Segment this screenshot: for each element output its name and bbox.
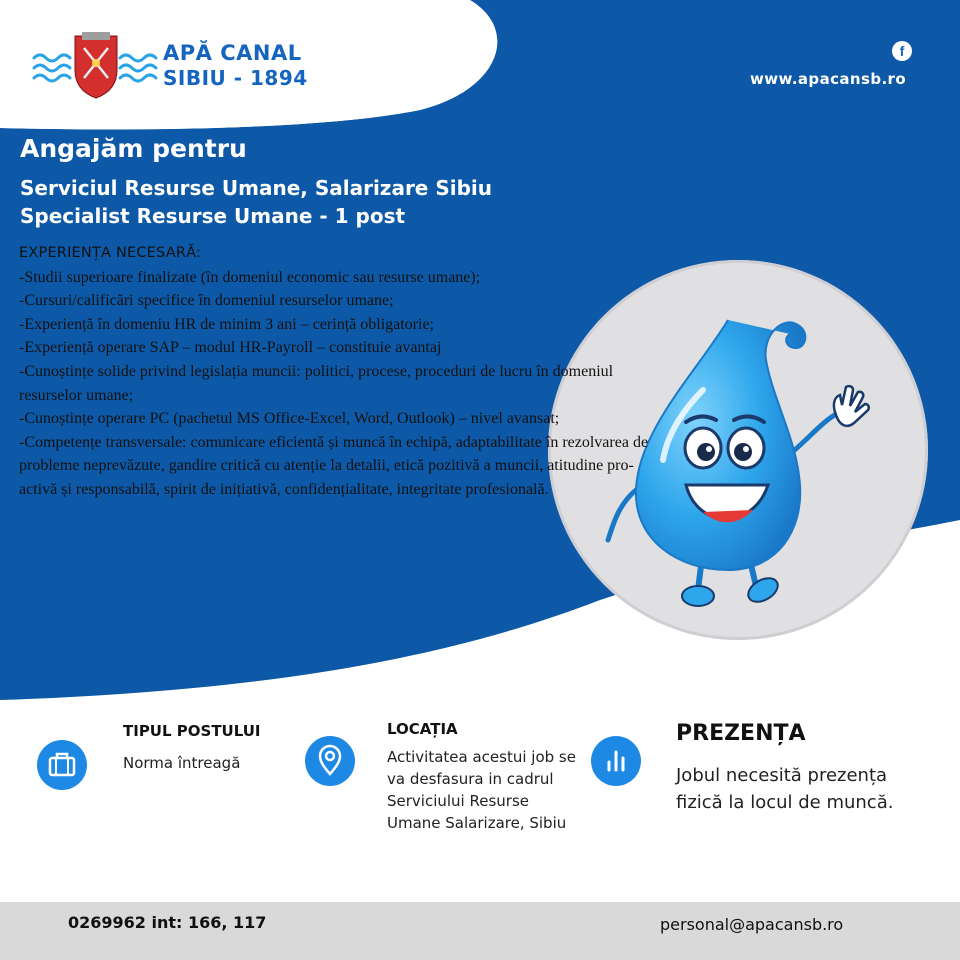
briefcase-icon — [37, 740, 87, 790]
requirement-item: -Cunoștințe solide privind legislația muncii: politici, procese, proceduri de lucru în domeniul resurselor umane; — [19, 362, 614, 404]
logo-name-line2: SIBIU - 1894 — [163, 66, 308, 90]
logo-text — [163, 40, 308, 90]
requirement-item: -Studii superioare finalizate (în domeniul economic sau resurse umane); — [19, 268, 481, 286]
website-link[interactable]: www.apacansb.ro — [750, 70, 907, 88]
requirement-item: -Cunoștințe operare PC (pachetul MS Office-Excel, Word, Outlook) – nivel avansat; — [19, 410, 560, 428]
phone-number[interactable]: 0269962 int: 166, 117 — [68, 913, 267, 932]
facebook-icon[interactable]: f — [892, 41, 912, 61]
bar-chart-icon — [591, 736, 641, 786]
location-title: LOCAȚIA — [387, 720, 458, 738]
presence-title: PREZENȚA — [676, 721, 806, 746]
requirement-item: -Competențe transversale: comunicare eficientă și muncă în echipă, adaptabilitate în rezolvarea de probleme neprevăzute, gandire critică cu atenție la detalii, etică pozitivă a muncii, atitudine pro-activă și responsabilă, spirit de inițiativă, confidențialitate, integritate profesională. — [19, 433, 649, 498]
requirements-section — [19, 242, 659, 502]
department-name: Serviciul Resurse Umane, Salarizare Sibiu — [20, 176, 493, 200]
presence-text: Jobul necesită prezența fizică la locul de muncă. — [676, 765, 894, 813]
email-link[interactable]: personal@apacansb.ro — [660, 915, 844, 934]
page-title: Angajăm pentru — [20, 134, 247, 163]
requirement-item: -Experiență operare SAP – modul HR-Payroll – constituie avantaj — [19, 339, 442, 357]
location-text: Activitatea acestui job se va desfasura in cadrul Serviciului Resurse Umane Salarizare, Sibiu — [387, 748, 576, 832]
position-heading — [20, 174, 492, 230]
job-type-title: TIPUL POSTULUI — [123, 722, 261, 740]
requirement-item: -Experiență în domeniu HR de minim 3 ani – cerință obligatorie; — [19, 315, 434, 333]
job-type-text: Norma întreagă — [123, 754, 241, 772]
logo-name-line1: APĂ CANAL — [163, 41, 302, 65]
requirements-title: EXPERIENȚA NECESARĂ: — [19, 245, 202, 261]
location-pin-icon — [305, 736, 355, 786]
position-name: Specialist Resurse Umane - 1 post — [20, 204, 406, 228]
requirement-item: -Cursuri/calificări specifice în domeniul resurselor umane; — [19, 292, 394, 310]
